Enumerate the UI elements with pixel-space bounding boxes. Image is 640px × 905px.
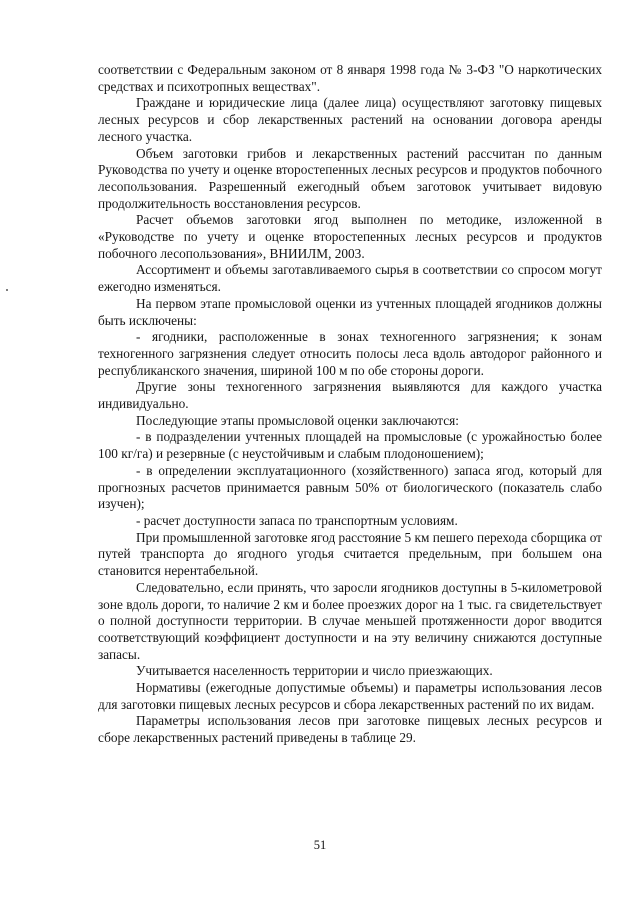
list-item: - в определении эксплуатационного (хозяйственного) запаса ягод, который для прогнозных расчетов принимается равным 50% от биологического (показатель слабо изучен);: [98, 462, 602, 512]
paragraph: При промышленной заготовке ягод расстояние 5 км пешего перехода сборщика от путей транспорта до ягодного угодья считается предельным, при большем она становится нерентабельной.: [98, 529, 602, 579]
paragraph-continuation: соответствии с Федеральным законом от 8 января 1998 года № 3-ФЗ "О наркотических средствах и психотропных веществах".: [98, 62, 602, 94]
paragraph: На первом этапе промысловой оценки из учтенных площадей ягодников должны быть исключены:: [98, 295, 602, 328]
paragraph: Другие зоны техногенного загрязнения выявляются для каждого участка индивидуально.: [98, 379, 602, 412]
document-body: [98, 62, 602, 747]
paragraph: Следовательно, если принять, что заросли ягодников доступны в 5-километровой зоне вдоль дороги, то наличие 2 км и более проезжих дорог на 1 тыс. га свидетельствует о полной доступности территории. В случае меньшей протяженности дорог вводится соответствующий коэффициент доступности и на эту величину снижаются доступные запасы.: [98, 579, 602, 662]
paragraph: Последующие этапы промысловой оценки заключаются:: [136, 412, 459, 428]
scan-speck: [6, 289, 8, 291]
paragraph: Граждане и юридические лица (далее лица) осуществляют заготовку пищевых лесных ресурсов и сбор лекарственных растений на основании договора аренды лесного участка.: [98, 95, 602, 144]
list-item: - в подразделении учтенных площадей на промысловые (с урожайностью более 100 кг/га) и резервные (с неустойчивым и слабым плодоношением);: [98, 429, 602, 462]
list-item: - расчет доступности запаса по транспортным условиям.: [136, 512, 458, 528]
paragraph: Ассортимент и объемы заготавливаемого сырья в соответствии со спросом могут ежегодно изменяться.: [98, 262, 602, 295]
paragraph: Расчет объемов заготовки ягод выполнен по методике, изложенной в «Руководстве по учету и оценке второстепенных лесных ресурсов и продуктов побочного лесопользования», ВНИИЛМ, 2003.: [98, 212, 602, 261]
page-number: 51: [313, 838, 327, 852]
paragraph: Учитывается населенность территории и число приезжающих.: [136, 663, 493, 679]
paragraph: Объем заготовки грибов и лекарственных растений рассчитан по данным Руководства по учету и оценке второстепенных лесных ресурсов и продуктов побочного лесопользования. Разрешенный ежегодный объем заготовок учитывает видовую продолжительность восстановления ресурсов.: [98, 145, 602, 211]
paragraph: Параметры использования лесов при заготовке пищевых лесных ресурсов и сборе лекарственных растений приведены в таблице 29.: [98, 713, 602, 746]
paragraph: Нормативы (ежегодные допустимые объемы) и параметры использования лесов для заготовки пищевых лесных ресурсов и сбора лекарственных растений по их видам.: [98, 680, 602, 712]
list-item: - ягодники, расположенные в зонах техногенного загрязнения; к зонам техногенного загрязнения следует относить полосы леса вдоль автодорог районного и республиканского значения, шириной 100 м по обе стороны дороги.: [98, 329, 602, 378]
